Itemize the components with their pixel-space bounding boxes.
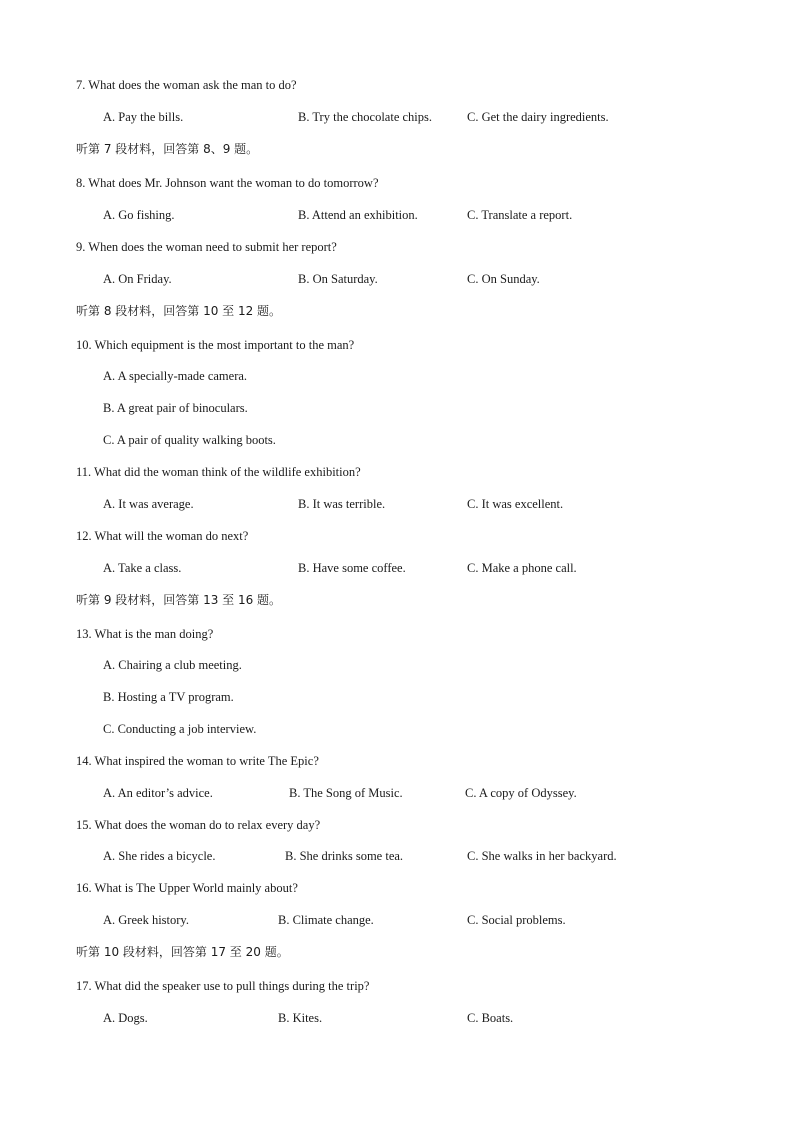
question-14-option-c[interactable]: C. A copy of Odyssey. <box>465 786 577 800</box>
section-heading-9: 听第 9 段材料，回答第 13 至 16 题。 <box>76 593 282 607</box>
question-15-option-b[interactable]: B. She drinks some tea. <box>285 849 404 863</box>
question-12-option-b[interactable]: B. Have some coffee. <box>298 561 406 575</box>
question-9-option-b[interactable]: B. On Saturday. <box>298 272 378 286</box>
question-15-option-c[interactable]: C. She walks in her backyard. <box>467 849 617 863</box>
question-16-option-b[interactable]: B. Climate change. <box>278 913 374 927</box>
question-12: 12. What will the woman do next? <box>76 529 249 543</box>
question-8: 8. What does Mr. Johnson want the woman to do tomorrow? <box>76 176 379 190</box>
question-11-option-a[interactable]: A. It was average. <box>103 497 194 511</box>
question-16-option-c[interactable]: C. Social problems. <box>467 913 566 927</box>
question-16: 16. What is The Upper World mainly about? <box>76 881 298 895</box>
question-7-option-b[interactable]: B. Try the chocolate chips. <box>298 110 433 124</box>
question-7: 7. What does the woman ask the man to do? <box>76 78 297 92</box>
question-12-option-c[interactable]: C. Make a phone call. <box>467 561 577 575</box>
question-9-option-a[interactable]: A. On Friday. <box>103 272 172 286</box>
section-heading-7: 听第 7 段材料，回答第 8、9 题。 <box>76 142 259 156</box>
question-8-option-b[interactable]: B. Attend an exhibition. <box>298 208 418 222</box>
question-13-option-c[interactable]: C. Conducting a job interview. <box>103 722 257 736</box>
question-7-option-a[interactable]: A. Pay the bills. <box>103 110 184 124</box>
question-10-option-c[interactable]: C. A pair of quality walking boots. <box>103 433 276 447</box>
question-10-option-b[interactable]: B. A great pair of binoculars. <box>103 401 248 415</box>
question-8-option-c[interactable]: C. Translate a report. <box>467 208 573 222</box>
question-10-option-a[interactable]: A. A specially-made camera. <box>103 369 248 383</box>
question-14: 14. What inspired the woman to write The Epic? <box>76 754 319 768</box>
question-17-option-c[interactable]: C. Boats. <box>467 1011 514 1025</box>
question-16-option-a[interactable]: A. Greek history. <box>103 913 189 927</box>
question-17: 17. What did the speaker use to pull things during the trip? <box>76 979 370 993</box>
question-14-option-a[interactable]: A. An editor’s advice. <box>103 786 213 800</box>
question-7-option-c[interactable]: C. Get the dairy ingredients. <box>467 110 609 124</box>
question-13-option-b[interactable]: B. Hosting a TV program. <box>103 690 234 704</box>
question-8-option-a[interactable]: A. Go fishing. <box>103 208 175 222</box>
question-14-option-b[interactable]: B. The Song of Music. <box>289 786 403 800</box>
question-15-option-a[interactable]: A. She rides a bicycle. <box>103 849 216 863</box>
question-13-option-a[interactable]: A. Chairing a club meeting. <box>103 658 242 672</box>
question-9: 9. When does the woman need to submit her report? <box>76 240 337 254</box>
section-heading-10: 听第 10 段材料，回答第 17 至 20 题。 <box>76 945 289 959</box>
section-heading-8: 听第 8 段材料，回答第 10 至 12 题。 <box>76 304 282 318</box>
question-12-option-a[interactable]: A. Take a class. <box>103 561 182 575</box>
question-11-option-b[interactable]: B. It was terrible. <box>298 497 386 511</box>
question-10: 10. Which equipment is the most important to the man? <box>76 338 355 352</box>
question-17-option-a[interactable]: A. Dogs. <box>103 1011 148 1025</box>
question-9-option-c[interactable]: C. On Sunday. <box>467 272 540 286</box>
question-13: 13. What is the man doing? <box>76 627 214 641</box>
question-11: 11. What did the woman think of the wildlife exhibition? <box>76 465 361 479</box>
question-11-option-c[interactable]: C. It was excellent. <box>467 497 564 511</box>
question-15: 15. What does the woman do to relax every day? <box>76 818 321 832</box>
question-17-option-b[interactable]: B. Kites. <box>278 1011 323 1025</box>
